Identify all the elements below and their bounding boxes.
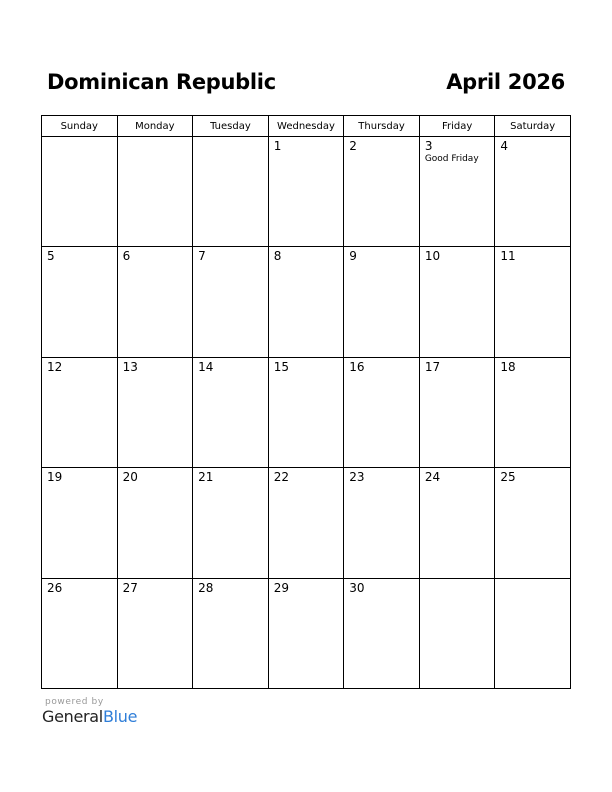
- day-cell: [42, 137, 118, 247]
- holiday-label: [344, 374, 419, 375]
- day-cell: [495, 137, 571, 247]
- brand-logo[interactable]: [42, 707, 137, 726]
- week-row: [42, 468, 571, 578]
- day-cell: [495, 578, 571, 688]
- powered-by-text: powered by: [45, 697, 104, 707]
- day-number: 22: [273, 470, 289, 485]
- holiday-label: [269, 595, 344, 596]
- day-cell: [419, 578, 495, 688]
- week-row: [42, 137, 571, 247]
- day-number: 24: [424, 470, 441, 485]
- weekday-wednesday: Wednesday: [268, 116, 344, 137]
- day-number: 11: [500, 249, 516, 264]
- holiday-label: [495, 153, 570, 154]
- day-number: 14: [198, 359, 214, 374]
- weekday-thursday: Thursday: [344, 116, 420, 137]
- holiday-label: [269, 374, 344, 375]
- day-cell: [344, 468, 420, 578]
- day-cell: [193, 247, 269, 357]
- day-number: 7: [198, 249, 206, 264]
- week-row: [42, 357, 571, 467]
- day-number: 27: [122, 580, 138, 595]
- holiday-label: [269, 263, 344, 264]
- day-cell: [268, 247, 344, 357]
- day-cell: [42, 247, 118, 357]
- day-cell: [117, 357, 193, 467]
- day-cell: [419, 357, 495, 467]
- month-year-title: April 2026: [446, 70, 565, 94]
- day-cell: [268, 468, 344, 578]
- holiday-label: [193, 140, 268, 141]
- day-number: 9: [349, 249, 357, 264]
- day-cell: [193, 137, 269, 247]
- holiday-label: [420, 374, 495, 375]
- day-number: 3: [424, 139, 433, 153]
- brand-name-blue: Blue: [102, 707, 138, 726]
- holiday-label: [42, 484, 117, 485]
- day-number: 12: [47, 359, 63, 374]
- weekday-tuesday: Tuesday: [193, 116, 269, 137]
- day-number: 16: [349, 359, 365, 374]
- day-number: 23: [349, 470, 365, 485]
- day-cell: [117, 137, 193, 247]
- brand-name-general: General: [42, 707, 103, 726]
- day-number: 29: [273, 580, 289, 595]
- day-cell: [42, 578, 118, 688]
- holiday-label: [344, 484, 419, 485]
- holiday-label: [495, 484, 570, 485]
- holiday-label: [42, 140, 117, 141]
- holiday-label: [344, 263, 419, 264]
- day-number: 6: [122, 249, 131, 264]
- day-number: 4: [500, 139, 509, 153]
- day-number: 13: [122, 359, 138, 374]
- day-cell: [344, 357, 420, 467]
- holiday-label: [118, 140, 193, 141]
- day-cell: [42, 357, 118, 467]
- day-cell: [495, 468, 571, 578]
- day-number: 20: [122, 470, 138, 485]
- day-number: 17: [424, 359, 441, 374]
- week-row: [42, 578, 571, 688]
- calendar-grid: [41, 115, 571, 689]
- holiday-label: [42, 263, 117, 264]
- holiday-label: [420, 263, 495, 264]
- day-number: 10: [424, 249, 441, 264]
- day-number: 21: [198, 470, 214, 485]
- holiday-label: [118, 374, 193, 375]
- holiday-label: [495, 374, 570, 375]
- holiday-label: [193, 374, 268, 375]
- day-number: 8: [273, 249, 282, 264]
- holiday-label: Good Friday: [424, 154, 479, 164]
- holiday-label: [118, 263, 193, 264]
- day-cell: [344, 247, 420, 357]
- day-cell: [117, 247, 193, 357]
- holiday-label: [344, 595, 419, 596]
- day-number: 26: [47, 580, 63, 595]
- day-cell: [193, 357, 269, 467]
- day-number: 28: [198, 580, 214, 595]
- day-number: 5: [47, 249, 55, 264]
- day-cell: [193, 468, 269, 578]
- week-row: [42, 247, 571, 357]
- day-cell: [268, 578, 344, 688]
- day-number: 1: [273, 139, 282, 153]
- day-number: 25: [500, 470, 516, 485]
- day-cell: [117, 468, 193, 578]
- day-cell: [344, 137, 420, 247]
- day-number: 2: [349, 139, 357, 153]
- weekday-saturday: Saturday: [495, 116, 571, 137]
- day-cell: [268, 137, 344, 247]
- holiday-label: [193, 595, 268, 596]
- holiday-label: [42, 595, 117, 596]
- day-cell: [344, 578, 420, 688]
- holiday-label: [420, 582, 495, 583]
- footer-branding: [42, 697, 137, 726]
- holiday-label: [269, 153, 344, 154]
- day-number: 30: [349, 580, 365, 595]
- holiday-label: [118, 484, 193, 485]
- day-cell: [193, 578, 269, 688]
- holiday-label: [269, 484, 344, 485]
- weekday-monday: Monday: [117, 116, 193, 137]
- holiday-label: [193, 263, 268, 264]
- holiday-label: [42, 374, 117, 375]
- day-cell: [268, 357, 344, 467]
- holiday-label: [420, 484, 495, 485]
- day-cell: [419, 247, 495, 357]
- calendar-header: [47, 70, 565, 100]
- day-cell: [495, 247, 571, 357]
- weekday-friday: Friday: [419, 116, 495, 137]
- day-cell: [495, 357, 571, 467]
- day-number: 19: [47, 470, 63, 485]
- holiday-label: [193, 484, 268, 485]
- day-cell: [419, 468, 495, 578]
- day-cell: [42, 468, 118, 578]
- day-number: 15: [273, 359, 289, 374]
- weekday-header-row: [42, 116, 571, 137]
- day-cell: [419, 137, 495, 247]
- day-cell: [117, 578, 193, 688]
- holiday-label: [495, 263, 570, 264]
- country-title: Dominican Republic: [47, 70, 276, 94]
- day-number: 18: [500, 359, 516, 374]
- weekday-sunday: Sunday: [42, 116, 118, 137]
- holiday-label: [495, 582, 570, 583]
- holiday-label: [344, 153, 419, 154]
- holiday-label: [118, 595, 193, 596]
